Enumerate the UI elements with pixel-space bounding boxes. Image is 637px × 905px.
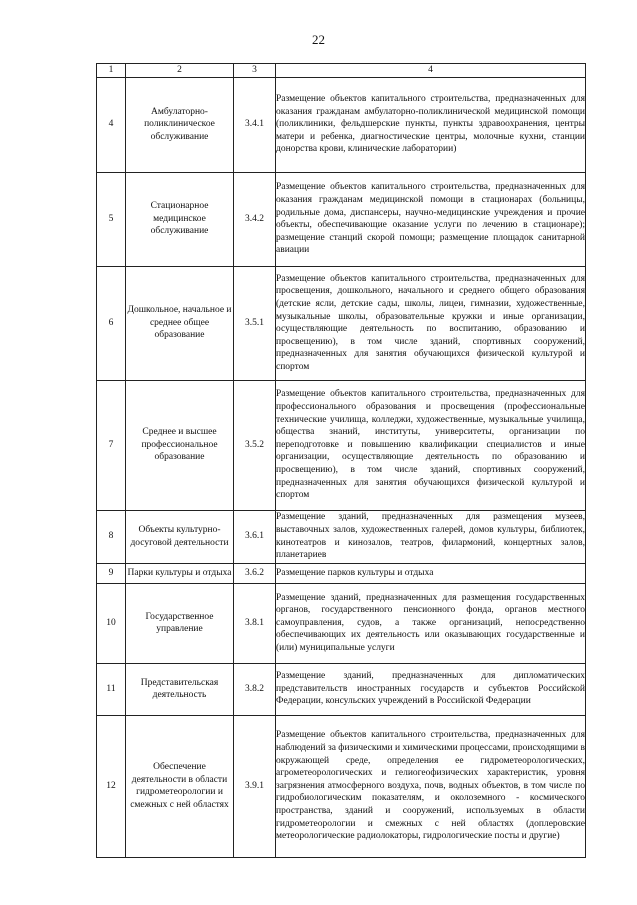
row-description: Размещение объектов капитального строительства, предназначенных для просвещения, дошкольного, начального и среднего общего образования (детские ясли, детские сады, школы, лицеи, гимназии, художественные, музыкальные школы, образовательные кружки и иные организации, осуществляющие деятельность по воспитанию, образованию и просвещению), в том числе зданий, спортивных сооружений, предназначенных для занятия обучающихся физической культурой и спортом — [276, 266, 586, 380]
row-name: Государственное управление — [126, 583, 234, 663]
column-header-code: 3 — [234, 64, 276, 78]
row-code: 3.4.2 — [234, 172, 276, 266]
table-row — [97, 663, 586, 715]
table-row — [97, 266, 586, 380]
row-number: 6 — [97, 266, 126, 380]
row-description: Размещение зданий, предназначенных для размещения музеев, выставочных залов, художественных галерей, домов культуры, библиотек, кинотеатров и кинозалов, театров, филармоний, концертных залов, планетариев — [276, 510, 586, 563]
row-code: 3.6.2 — [234, 563, 276, 583]
table-row — [97, 172, 586, 266]
column-header-name: 2 — [126, 64, 234, 78]
row-code: 3.8.1 — [234, 583, 276, 663]
row-number: 9 — [97, 563, 126, 583]
row-code: 3.5.1 — [234, 266, 276, 380]
table-row — [97, 563, 586, 583]
row-name: Среднее и высшее профессиональное образование — [126, 380, 234, 510]
row-description: Размещение парков культуры и отдыха — [276, 563, 586, 583]
page-number: 22 — [312, 32, 325, 47]
row-number: 7 — [97, 380, 126, 510]
row-name: Объекты культурно-досуговой деятельности — [126, 510, 234, 563]
row-number: 10 — [97, 583, 126, 663]
row-number: 11 — [97, 663, 126, 715]
row-description: Размещение объектов капитального строительства, предназначенных для оказания гражданам медицинской помощи в стационарах (больницы, родильные дома, диспансеры, научно-медицинские учреждения и прочие объекты, обеспечивающие оказание услуги по лечению в стационаре); размещение станций скорой помощи; размещение площадок санитарной авиации — [276, 172, 586, 266]
row-code: 3.6.1 — [234, 510, 276, 563]
row-description: Размещение объектов капитального строительства, предназначенных для профессионального образования и просвещения (профессиональные технические училища, колледжи, художественные, музыкальные училища, общества знаний, институты, университеты, организации по переподготовке и повышению квалификации специалистов и иные организации, осуществляющие деятельность по образованию и просвещению), в том числе зданий, спортивных сооружений, предназначенных для занятия обучающихся физической культурой и спортом — [276, 380, 586, 510]
row-code: 3.5.2 — [234, 380, 276, 510]
row-name: Парки культуры и отдыха — [126, 563, 234, 583]
column-header-number: 1 — [97, 64, 126, 78]
row-description: Размещение зданий, предназначенных для размещения государственных органов, государственного пенсионного фонда, органов местного самоуправления, судов, а также организаций, непосредственно обеспечивающих их деятельность или оказывающих государственные и (или) муниципальные услуги — [276, 583, 586, 663]
table-row — [97, 583, 586, 663]
row-name: Стационарное медицинское обслуживание — [126, 172, 234, 266]
row-number: 4 — [97, 77, 126, 172]
row-name: Амбулаторно-поликлиническое обслуживание — [126, 77, 234, 172]
table-header-row — [97, 64, 586, 78]
row-name: Представительская деятельность — [126, 663, 234, 715]
land-use-table — [96, 63, 586, 858]
table-row — [97, 77, 586, 172]
row-code: 3.8.2 — [234, 663, 276, 715]
row-number: 8 — [97, 510, 126, 563]
row-name: Обеспечение деятельности в области гидрометеорологии и смежных с ней областях — [126, 715, 234, 857]
row-number: 5 — [97, 172, 126, 266]
row-description: Размещение объектов капитального строительства, предназначенных для оказания гражданам амбулаторно-поликлинической медицинской помощи (поликлиники, фельдшерские пункты, пункты здравоохранения, центры матери и ребенка, диагностические центры, молочные кухни, станции донорства крови, клинические лаборатории) — [276, 77, 586, 172]
row-name: Дошкольное, начальное и среднее общее образование — [126, 266, 234, 380]
row-description: Размещение объектов капитального строительства, предназначенных для наблюдений за физическими и химическими процессами, происходящими в окружающей среде, определения ее гидрометеорологических, агрометеорологических и гелиогеофизических характеристик, уровня загрязнения атмосферного воздуха, почв, водных объектов, в том числе по гидробиологическим показателям, и околоземного - космического пространства, зданий и сооружений, используемых в области гидрометеорологии и смежных с ней областях (доплеровские метеорологические радиолокаторы, гидрологические посты и другие) — [276, 715, 586, 857]
row-number: 12 — [97, 715, 126, 857]
row-description: Размещение зданий, предназначенных для дипломатических представительств иностранных государств и субъектов Российской Федерации, консульских учреждений в Российской Федерации — [276, 663, 586, 715]
table-row — [97, 715, 586, 857]
row-code: 3.4.1 — [234, 77, 276, 172]
table-row — [97, 380, 586, 510]
column-header-description: 4 — [276, 64, 586, 78]
table-row — [97, 510, 586, 563]
row-code: 3.9.1 — [234, 715, 276, 857]
